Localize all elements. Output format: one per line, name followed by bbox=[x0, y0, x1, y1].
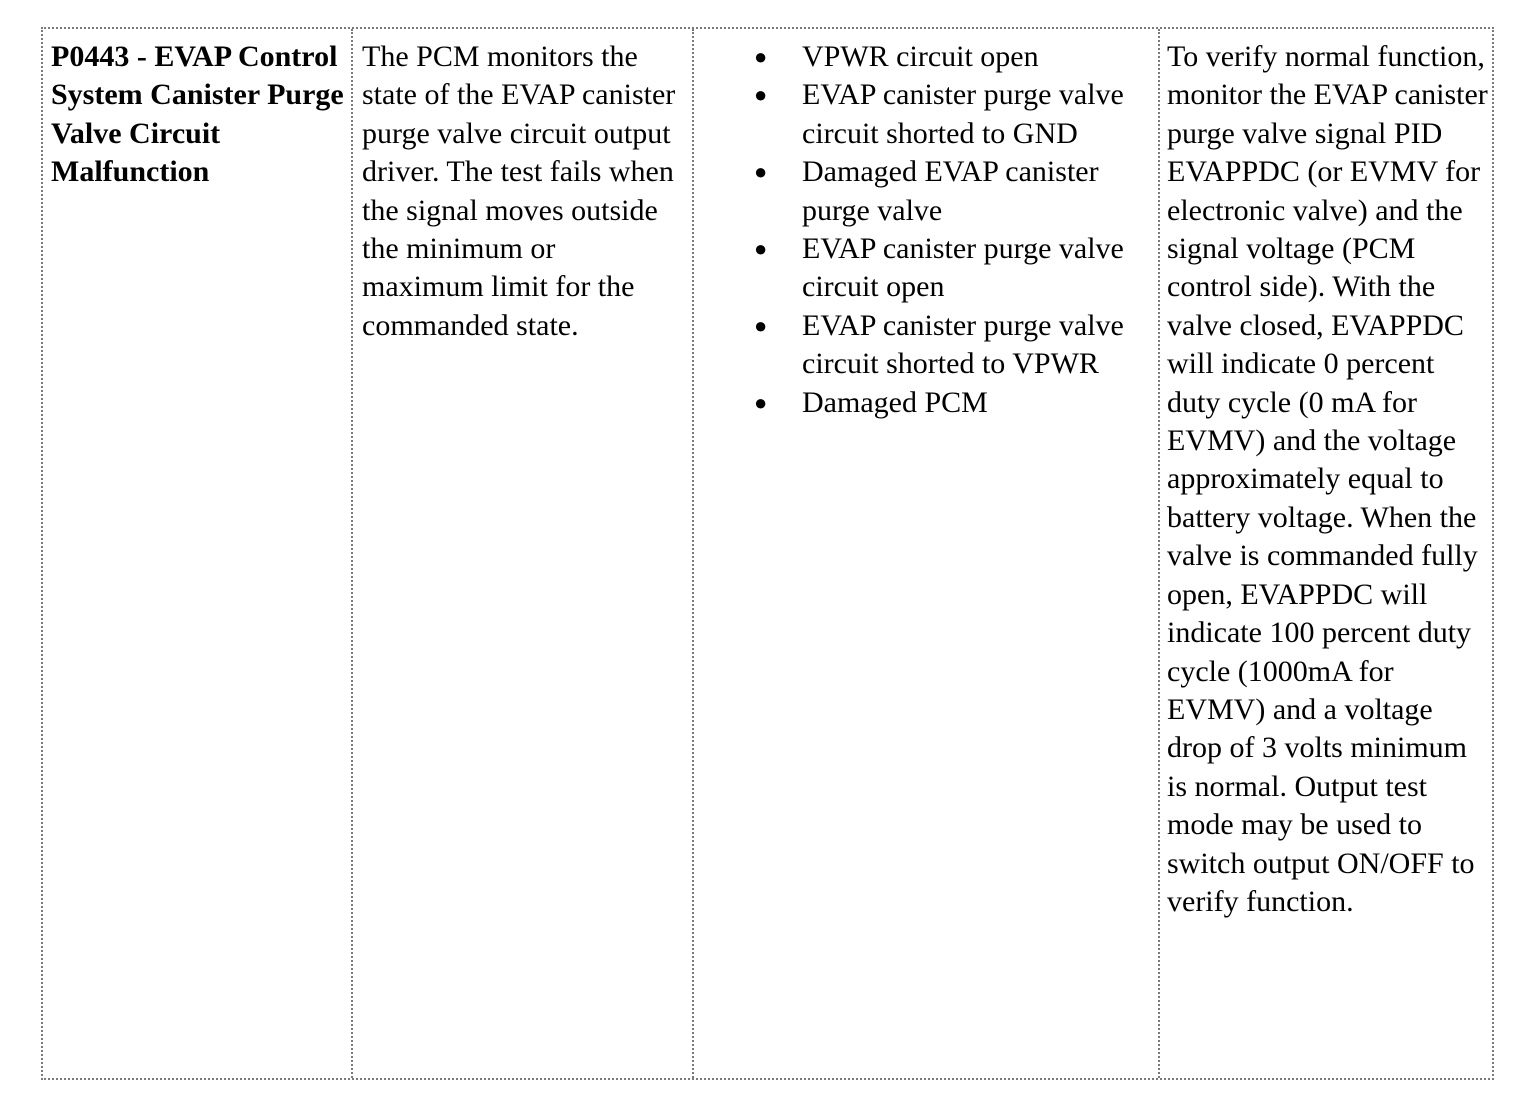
action-cell bbox=[1160, 29, 1492, 1078]
bullet-icon: ● bbox=[754, 82, 768, 108]
dtc-code-cell bbox=[43, 29, 353, 1078]
dtc-code-title: P0443 - EVAP Control System Canister Purge Valve Circuit Malfunction bbox=[51, 40, 344, 189]
bullet-icon: ● bbox=[754, 312, 768, 338]
description-text: The PCM monitors the state of the EVAP canister purge valve circuit output driver. The test fails when the signal moves outside the minimum or maximum limit for the commanded state. bbox=[362, 40, 676, 342]
list-item: ● EVAP canister purge valve circuit shorted to VPWR bbox=[754, 308, 1124, 381]
action-text: To verify normal function, monitor the EVAP canister purge valve signal PID EVAPPDC (or EVMV for electronic valve) and the signal voltage (PCM control side). With the valve closed, EVAPPDC will indicate 0 percent duty cycle (0 mA for EVMV) and the voltage approximately equal to battery voltage. When the valve is commanded fully open, EVAPPDC will indicate 100 percent duty cycle (1000mA for EVMV) and a voltage drop of 3 volts minimum is normal. Output test mode may be used to switch output ON/OFF to verify function. bbox=[1167, 40, 1488, 918]
list-item: ● Damaged PCM bbox=[694, 384, 1154, 422]
description-cell bbox=[353, 29, 694, 1078]
bullet-icon: ● bbox=[754, 159, 768, 185]
possible-causes-cell bbox=[694, 29, 1160, 1078]
dtc-table bbox=[41, 27, 1494, 1080]
possible-causes-list bbox=[694, 38, 1154, 422]
list-item: ● VPWR circuit open bbox=[694, 38, 1154, 76]
bullet-icon: ● bbox=[754, 44, 768, 69]
list-item: ● Damaged EVAP canister purge valve bbox=[754, 155, 1099, 227]
bullet-icon: ● bbox=[754, 236, 768, 262]
list-item: ● EVAP canister purge valve circuit open bbox=[754, 232, 1124, 304]
bullet-icon: ● bbox=[754, 389, 768, 415]
list-item: ● EVAP canister purge valve circuit shorted to GND bbox=[754, 78, 1124, 150]
